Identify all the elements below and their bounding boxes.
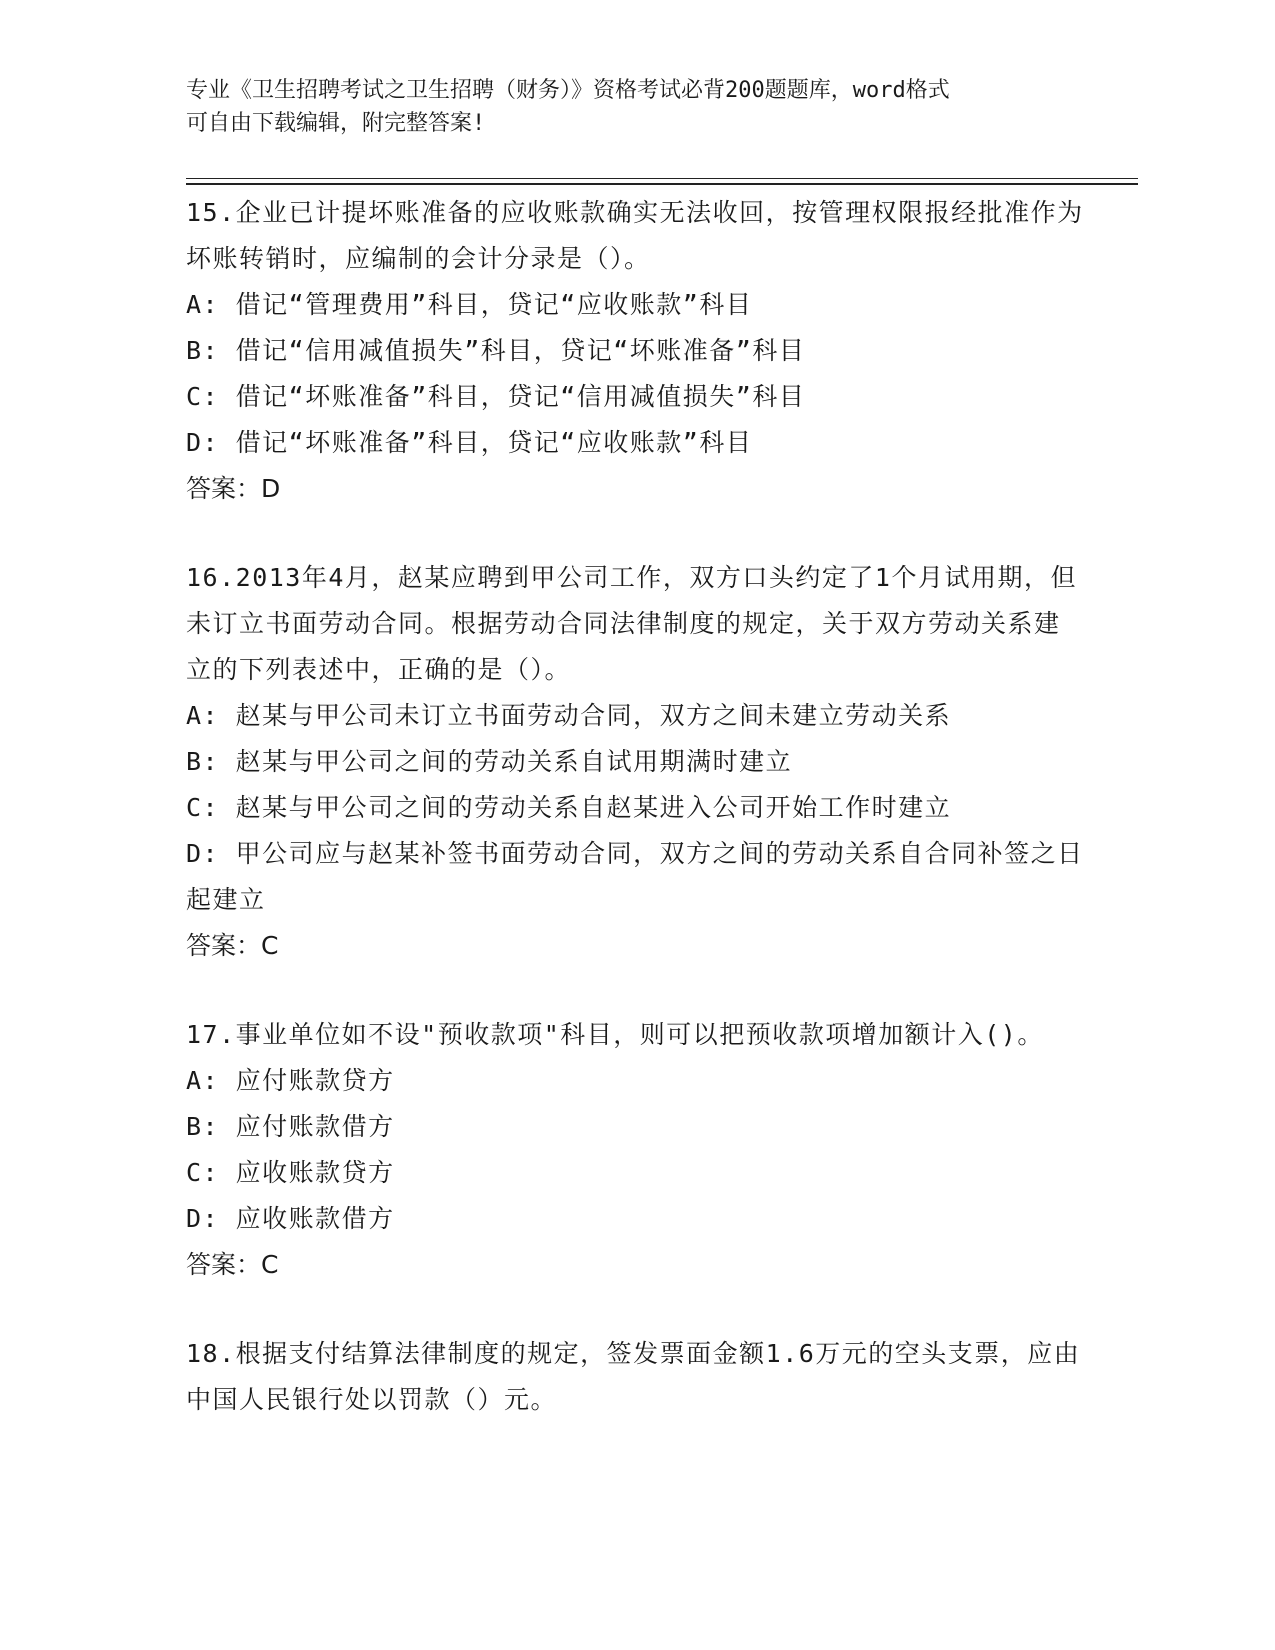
question-16 [186, 555, 1086, 969]
answer-label: 答案：D [186, 474, 281, 503]
answer-label: 答案：C [186, 1250, 279, 1279]
question-17 [186, 1012, 1086, 1288]
option-d: D: 甲公司应与赵某补签书面劳动合同，双方之间的劳动关系自合同补签之日起建立 [186, 839, 1084, 914]
option-c: C: 赵某与甲公司之间的劳动关系自赵某进入公司开始工作时建立 [186, 793, 952, 822]
option-b: B: 应付账款借方 [186, 1112, 395, 1141]
option-a: A: 应付账款贷方 [186, 1066, 395, 1095]
header-divider-bottom [186, 183, 1138, 185]
option-a: A: 赵某与甲公司未订立书面劳动合同，双方之间未建立劳动关系 [186, 701, 952, 730]
question-stem: 16.2013年4月，赵某应聘到甲公司工作，双方口头约定了1个月试用期，但未订立书面劳动合同。根据劳动合同法律制度的规定，关于双方劳动关系建立的下列表述中，正确的是（）。 [186, 563, 1077, 684]
header-divider-top [186, 178, 1138, 179]
question-stem: 18.根据支付结算法律制度的规定，签发票面金额1.6万元的空头支票，应由中国人民银行处以罚款（）元。 [186, 1339, 1081, 1414]
document-header [186, 74, 1086, 140]
question-stem: 17.事业单位如不设"预收款项"科目，则可以把预收款项增加额计入()。 [186, 1020, 1044, 1049]
header-line-1: 专业《卫生招聘考试之卫生招聘（财务）》资格考试必背200题题库，word格式 [186, 78, 950, 103]
option-d: D: 借记“坏账准备”科目，贷记“应收账款”科目 [186, 428, 753, 457]
question-18 [186, 1331, 1086, 1423]
question-list [186, 190, 1086, 1466]
option-a: A: 借记“管理费用”科目，贷记“应收账款”科目 [186, 290, 753, 319]
question-stem: 15.企业已计提坏账准备的应收账款确实无法收回，按管理权限报经批准作为坏账转销时，应编制的会计分录是（）。 [186, 198, 1084, 273]
option-c: C: 应收账款贷方 [186, 1158, 395, 1187]
option-c: C: 借记“坏账准备”科目，贷记“信用减值损失”科目 [186, 382, 806, 411]
option-d: D: 应收账款借方 [186, 1204, 395, 1233]
question-15 [186, 190, 1086, 512]
option-b: B: 赵某与甲公司之间的劳动关系自试用期满时建立 [186, 747, 793, 776]
header-line-2: 可自由下载编辑，附完整答案! [186, 111, 486, 136]
option-b: B: 借记“信用减值损失”科目，贷记“坏账准备”科目 [186, 336, 806, 365]
answer-label: 答案：C [186, 931, 279, 960]
